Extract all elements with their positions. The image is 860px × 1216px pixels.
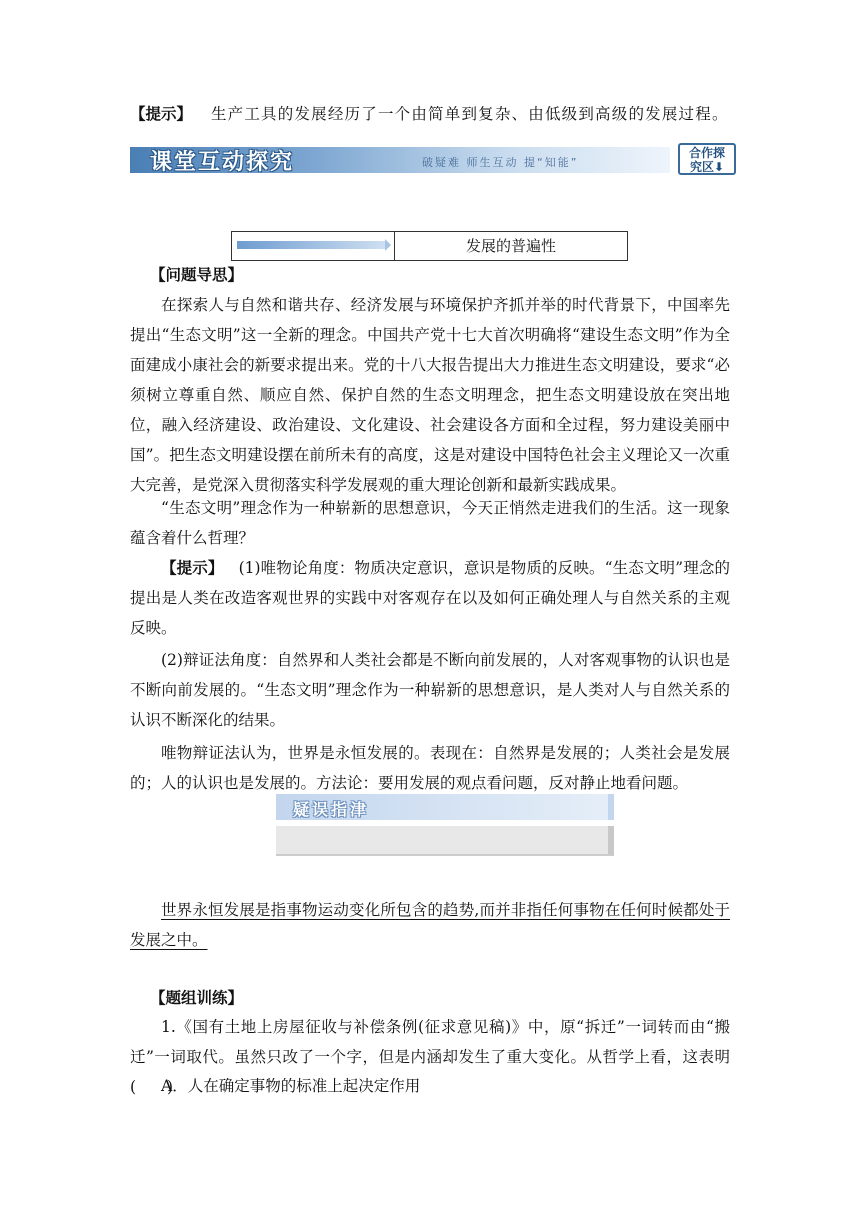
yiwu-title: 疑误指津: [293, 800, 370, 819]
yiwu-body: [276, 826, 614, 856]
yiwu-note: 世界永恒发展是指事物运动变化所包含的趋势,而并非指任何事物在任何时候都处于发展之中。: [130, 901, 730, 949]
hint-2-point-1-text: (1)唯物论角度：物质决定意识，意识是物质的反映。“生态文明”理念的提出是人类在改造客观世界的实践中对客观存在以及如何正确处理人与自然关系的主观反映。: [130, 559, 730, 637]
question-guide-paragraph-2: “生态文明”理念作为一种崭新的思想意识，今天正悄然走进我们的生活。这一现象蕴含着什么哲理？: [130, 499, 730, 547]
badge-line-2: 究区⬇: [689, 160, 725, 174]
topic-marker: [232, 232, 395, 260]
summary-paragraph: 唯物辩证法认为，世界是永恒发展的。表现在：自然界是发展的；人类社会是发展的；人的认识也是发展的。方法论：要用发展的观点看问题，反对静止地看问题。: [130, 744, 730, 792]
training-heading: 【题组训练】: [150, 988, 244, 1007]
banner-subtitle: 破疑难 师生互动 提“知能”: [422, 156, 579, 169]
hint-2-point-1: [130, 553, 730, 643]
hint-text: 生产工具的发展经历了一个由简单到复杂、由低级到高级的发展过程。: [210, 105, 729, 123]
topic-table: [231, 231, 628, 261]
hint-2-label: 【提示】: [161, 558, 224, 577]
yiwu-header: [276, 794, 614, 820]
cooperative-zone-badge: [678, 143, 736, 175]
question-1: 1.《国有土地上房屋征收与补偿条例(征求意见稿)》中，原“拆迁”一词转而由“搬迁”一词取代。虽然只改了一个字，但是内涵却发生了重大变化。从哲学上看，这表明( ): [130, 1018, 730, 1096]
arrow-icon: [237, 241, 387, 249]
hint-line: [130, 99, 740, 129]
badge-line-1: 合作探: [688, 146, 725, 160]
hint-2-point-2: (2)辩证法角度：自然界和人类社会都是不断向前发展的，人对客观事物的认识也是不断向前发展的。“生态文明”理念作为一种崭新的思想意识，是人类对人与自然关系的认识不断深化的结果。: [130, 651, 730, 729]
banner-title: 课堂互动探究: [150, 150, 295, 175]
section-banner: [130, 143, 738, 177]
hint-label: 【提示】: [130, 104, 193, 123]
yiwu-box: [276, 794, 614, 862]
question-guide-paragraph-1: 在探索人与自然和谐共存、经济发展与环境保护齐抓并举的时代背景下，中国率先提出“生态文明”这一全新的理念。中国共产党十七大首次明确将“建设生态文明”作为全面建成小康社会的新要求提出来。党的十八大报告提出大力推进生态文明建设，要求“必须树立尊重自然、顺应自然、保护自然的生态文明理念，把生态文明建设放在突出地位，融入经济建设、政治建设、文化建设、社会建设各方面和全过程，努力建设美丽中国”。把生态文明建设摆在前所未有的高度，这是对建设中国特色社会主义理论又一次重大完善，是党深入贯彻落实科学发展观的重大理论创新和最新实践成果。: [130, 296, 730, 494]
question-1-option-a: A．人在确定事物的标准上起决定作用: [161, 1077, 421, 1095]
topic-title: 发展的普遍性: [465, 237, 556, 255]
question-guide-heading: 【问题导思】: [150, 265, 244, 284]
